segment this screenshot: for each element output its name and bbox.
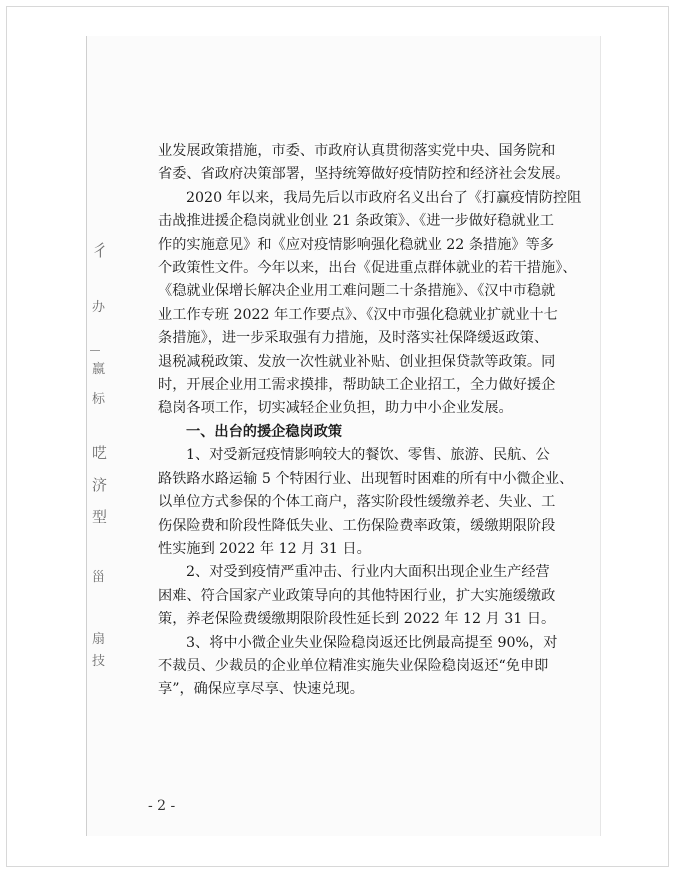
body-line: 条措施》，进一步采取强有力措施，及时落实社保降缓返政策、 — [158, 330, 549, 347]
item-line: 2、对受到疫情严重冲击、行业内大面积出现企业生产经营 — [186, 564, 550, 581]
item-line: 以单位方式参保的个体工商户，落实阶段性缓缴养老、失业、工 — [158, 494, 556, 511]
body-line: 2020 年以来，我局先后以市政府名义出台了《打赢疫情防控阻 — [186, 189, 582, 206]
body-line: 退税减税政策、发放一次性就业补贴、创业担保贷款等政策。同 — [158, 353, 556, 370]
body-line: 个政策性文件。今年以来，出台《促进重点群体就业的若干措施》、 — [158, 260, 577, 277]
bleed-mark: 标 — [92, 392, 106, 407]
bleed-mark: 嬴 — [92, 362, 106, 377]
body-line: 业发展政策措施，市委、市政府认真贯彻落实党中央、国务院和 — [158, 143, 556, 159]
item-line: 策，养老保险费缓缴期限阶段性延长到 2022 年 12 月 31 日。 — [158, 611, 556, 628]
bleed-mark: 扇 — [92, 632, 106, 647]
item-line: 享”，确保应享尽享、快速兑现。 — [158, 681, 364, 698]
item-line: 3、将中小微企业失业保险稳岗返还比例最高提至 90%，对 — [186, 634, 558, 651]
body-line: 作的实施意见》和《应对疫情影响强化稳就业 22 条措施》等多 — [158, 236, 554, 253]
bleed-rule — [90, 350, 100, 351]
item-line: 困难、符合国家产业政策导向的其他特困行业，扩大实施缓缴政 — [158, 587, 556, 604]
bleed-mark: 甾 — [92, 570, 106, 585]
item-line: 路铁路水路运输 5 个特困行业、出现暂时困难的所有中小微企业、 — [158, 470, 574, 487]
item-line: 1、对受新冠疫情影响较大的餐饮、零售、旅游、民航、公 — [186, 447, 550, 464]
body-line: 《稳就业保增长解决企业用工难问题二十条措施》、《汉中市稳就 — [158, 283, 556, 300]
bleed-mark: 彳 — [92, 241, 109, 260]
item-line: 伤保险费和阶段性降低失业、工伤保险费率政策，缓缴期限阶段 — [158, 517, 556, 534]
body-line: 击战推进援企稳岗就业创业 21 条政策》、《进一步做好稳就业工 — [158, 213, 554, 230]
body-line: 业工作专班 2022 年工作要点》、《汉中市强化稳就业扩就业十七 — [158, 306, 558, 323]
body-line: 稳岗各项工作，切实减轻企业负担，助力中小企业发展。 — [158, 400, 513, 417]
section-heading: 一、出台的援企稳岗政策 — [186, 423, 343, 440]
bleed-mark: 型 — [92, 508, 108, 526]
page-number: - 2 - — [148, 798, 176, 814]
bleed-mark: 办 — [92, 300, 106, 315]
item-line: 不裁员、少裁员的企业单位精准实施失业保险稳岗返还“免申即 — [158, 657, 549, 674]
document-body — [158, 140, 582, 702]
item-line: 性实施到 2022 年 12 月 31 日。 — [158, 540, 371, 557]
bleed-mark: 技 — [92, 654, 106, 669]
body-line: 时，开展企业用工需求摸排，帮助缺工企业招工，全力做好援企 — [158, 377, 556, 394]
bleed-mark: 济 — [92, 476, 108, 494]
bleed-mark: 呓 — [92, 444, 108, 462]
body-line: 省委、省政府决策部署，坚持统筹做好疫情防控和经济社会发展。 — [158, 166, 570, 183]
